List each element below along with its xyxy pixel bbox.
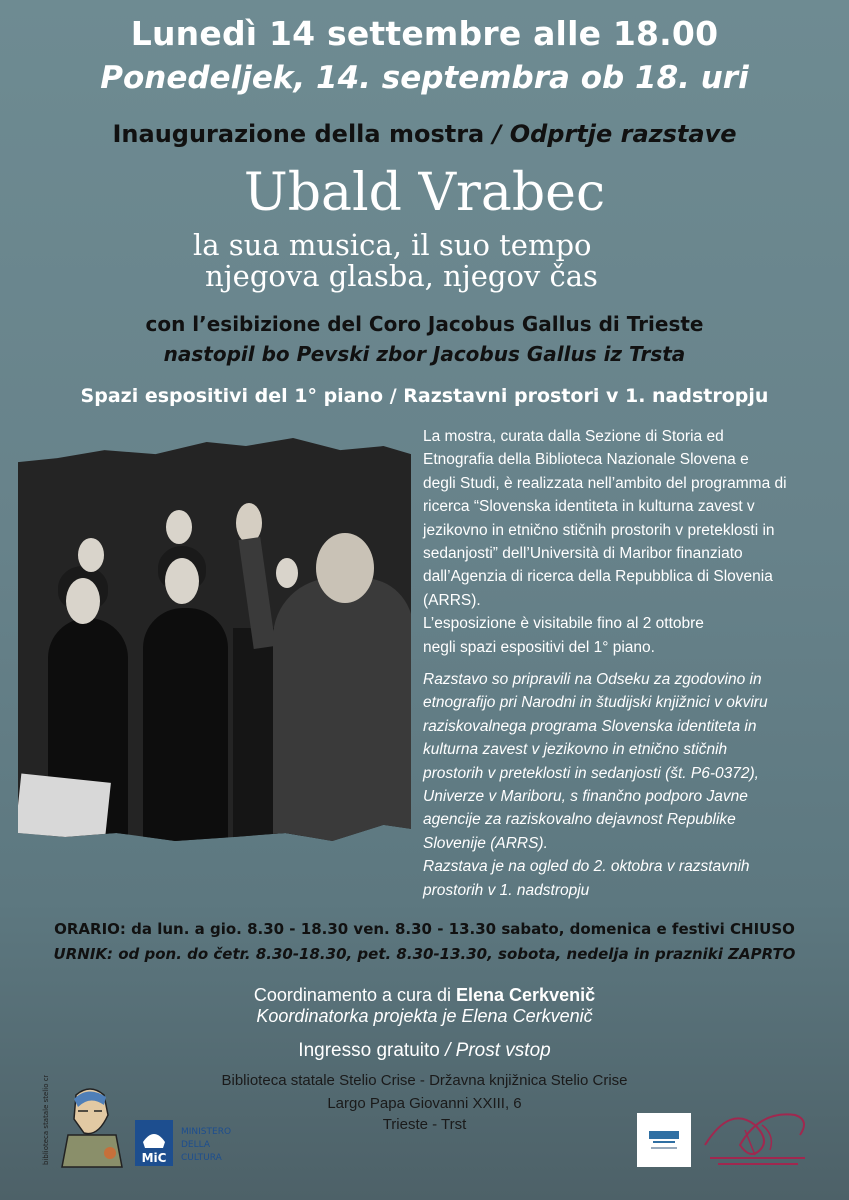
event-date-italian: Lunedì 14 settembre alle 18.00: [130, 14, 719, 53]
conductor-silhouette: [273, 578, 411, 841]
coordination-prefix: Coordinamento a cura di: [253, 985, 457, 1005]
text-line: prostorih v 1. nadstropju: [423, 881, 590, 899]
text-line: Etnografia della Biblioteca Nazionale Slovena e: [423, 451, 749, 469]
library-name: Biblioteca statale Stelio Crise - Državna knjižnica Stelio Crise: [221, 1072, 628, 1089]
singer-face: [78, 538, 104, 572]
choir-photo: [18, 438, 411, 841]
inauguration-heading: [0, 120, 849, 148]
sheet-music: [18, 773, 111, 841]
library-logo-text: biblioteca statale stelio crise trieste: [42, 1075, 50, 1165]
text-line: jezikovno in etnično stičnih prostorih v preteklosti in: [423, 521, 775, 539]
subtitle-slovene: njegova glasba, njegov čas: [205, 259, 598, 293]
event-date-slovene: Ponedeljek, 14. septembra ob 18. uri: [100, 60, 749, 96]
entry-slovene: / Prost vstop: [439, 1040, 551, 1061]
text-line: Slovenije (ARRS).: [423, 834, 548, 852]
mic-label: MiC: [141, 1151, 167, 1165]
entry-italian: Ingresso gratuito: [298, 1040, 440, 1061]
text-line: etnografijo pri Narodni in študijski knjižnici v okviru: [423, 694, 768, 712]
mic-text-3: CULTURA: [181, 1153, 222, 1163]
text-line: La mostra, curata dalla Sezione di Storia ed: [423, 428, 724, 445]
text-line: raziskovalnega programa Slovenska identiteta in: [423, 717, 757, 735]
text-line: prostorih v preteklosti in sedanjosti (št. P6-0372),: [423, 764, 759, 782]
text-line: Univerze v Mariboru, s finančno podporo Javne: [423, 788, 748, 806]
library-street: Largo Papa Giovanni XXIII, 6: [327, 1095, 522, 1112]
text-line: Razstava je na ogled do 2. oktobra v razstavnih: [423, 858, 750, 876]
choir-italian: con l’esibizione del Coro Jacobus Gallus di Trieste: [145, 312, 704, 336]
mic-text-2: DELLA: [181, 1140, 211, 1150]
singer-face: [166, 510, 192, 544]
coordination-italian: [0, 985, 849, 1006]
choir-slovene: nastopil bo Pevski zbor Jacobus Gallus iz Trsta: [163, 342, 686, 366]
text-line: degli Studi, è realizzata nell’ambito del programma di: [423, 474, 787, 492]
text-line: negli spazi espositivi del 1° piano.: [423, 638, 655, 656]
national-library-logo: [637, 1113, 691, 1167]
text-line: agencije za raziskovalno dejavnost Republike: [423, 811, 736, 829]
venue-floor: Spazi espositivi del 1° piano / Razstavni prostori v 1. nadstropju: [80, 385, 769, 407]
library-city: Trieste - Trst: [382, 1116, 467, 1133]
free-entry: [0, 1040, 849, 1062]
coordination-slovene: Koordinatorka projekta je Elena Cerkvenič: [256, 1006, 593, 1026]
text-line: ricerca “Slovenska identiteta in kulturna zavest v: [423, 498, 755, 516]
text-line: (ARRS).: [423, 591, 481, 609]
signature-logo: [700, 1095, 820, 1175]
inauguration-italian: Inaugurazione della mostra: [112, 120, 485, 148]
opening-hours-slovene: URNIK: od pon. do četr. 8.30-18.30, pet. 8.30-13.30, sobota, nedelja in prazniki ZAPRTO: [53, 945, 796, 963]
library-logo: [38, 1075, 128, 1170]
text-line: L’esposizione è visitabile fino al 2 ottobre: [423, 615, 704, 633]
singer-face: [276, 558, 298, 588]
exhibition-title: Ubald Vrabec: [243, 163, 606, 223]
description-italian: [423, 425, 828, 659]
text-line: kulturna zavest v jezikovno in etnično stičnih: [423, 741, 728, 759]
singer-face: [66, 578, 100, 624]
conductor-face: [316, 533, 374, 603]
singer-face: [165, 558, 199, 604]
inauguration-slovene: / Odprtje razstave: [484, 120, 737, 148]
text-line: sedanjosti” dell’Università di Maribor finanziato: [423, 545, 743, 563]
text-line: dall’Agenzia di ricerca della Repubblica di Slovenia: [423, 568, 773, 586]
ministry-culture-logo: [135, 1120, 265, 1170]
subtitle-italian: la sua musica, il suo tempo: [193, 228, 592, 262]
singer-silhouette: [143, 608, 228, 841]
mic-text-1: MINISTERO: [181, 1127, 232, 1137]
description-slovene: [423, 668, 833, 902]
text-line: Razstavo so pripravili na Odseku za zgodovino in: [423, 671, 762, 688]
coordinator-name: Elena Cerkvenič: [456, 985, 596, 1005]
opening-hours-italian: ORARIO: da lun. a gio. 8.30 - 18.30 ven. 8.30 - 13.30 sabato, domenica e festivi CHIUSO: [54, 920, 795, 938]
